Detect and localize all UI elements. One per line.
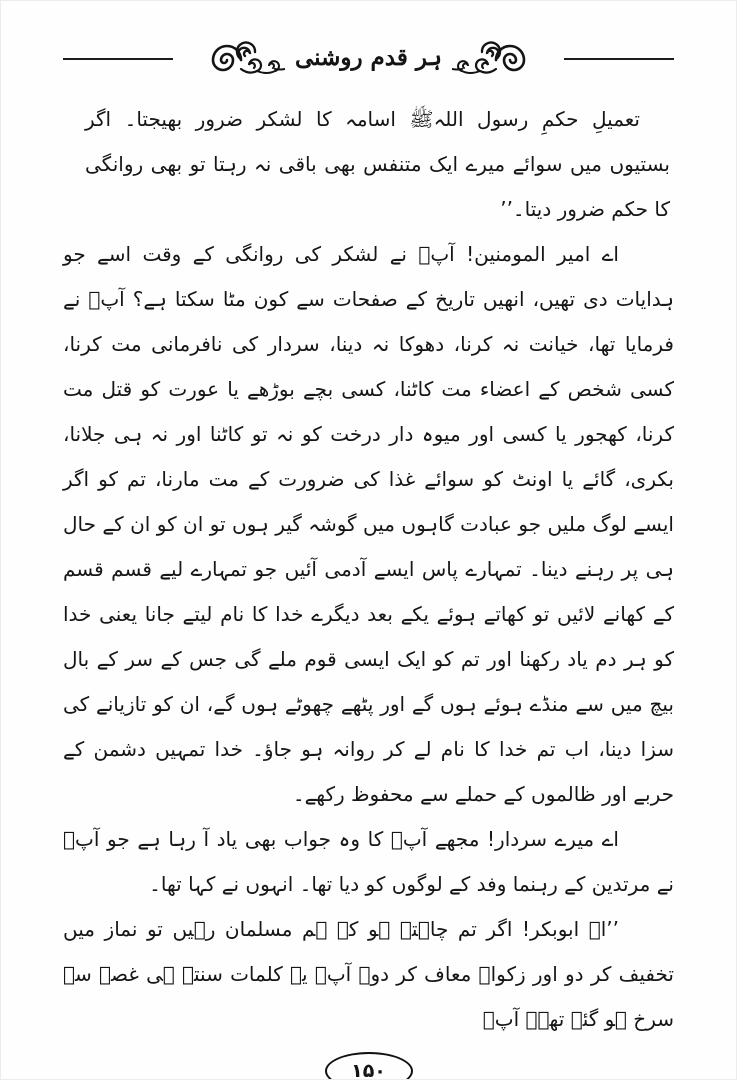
flourish-swirl-icon — [452, 35, 556, 81]
page-header — [1, 27, 736, 89]
paragraph: اے میرے سردار! مجھے آپؓ کا وہ جواب بھی یاد آ رہا ہے جو آپؓ نے مرتدین کے رہنما وفد کے لوگوں کو دیا تھا۔ انہوں نے کہا تھا۔ — [63, 827, 674, 896]
page-number: ۱۵۰ — [351, 1059, 386, 1080]
page-body — [63, 97, 674, 1042]
paragraph: اے امیر المومنین! آپؓ نے لشکر کی روانگی کے وقت اسے جو ہدایات دی تھیں، انھیں تاریخ کے صفحات سے کون مٹا سکتا ہے؟ آپؓ نے فرمایا تھا، خیانت نہ کرنا، دھوکا نہ دینا، سردار کی نافرمانی مت کرنا، کسی شخص کے اعضاء مت کاٹنا، کسی بچے بوڑھے یا عورت کو قتل مت کرنا، کھجور یا کسی اور میوہ دار درخت کو نہ تو کاٹنا اور نہ ہی جلانا، بکری، گائے یا اونٹ کو سوائے غذا کی ضرورت کے مت مارنا، تم کو اگر ایسے لوگ ملیں جو عبادت گاہوں میں گوشہ گیر ہوں تو ان کو ان کے حال ہی پر رہنے دینا۔ تمہارے پاس ایسے آدمی آئیں جو تمہارے لیے قسم قسم کے کھانے لائیں تو کھاتے ہوئے یکے بعد دیگرے خدا کا نام لیتے جانا یعنی خدا کو ہر دم یاد رکھنا اور تم کو ایک ایسی قوم ملے گی جس کے سر کے بال بیچ میں سے منڈے ہوئے ہوں گے اور پٹھے چھوٹے ہوں گے، ان کو تازیانے کی سزا دینا، اب تم خدا کا نام لے کر روانہ ہو جاؤ۔ خدا تمہیں دشمن کے حربے اور ظالموں کے حملے سے محفوظ رکھے۔ — [63, 242, 674, 806]
book-title: ہر قدم روشنی — [294, 44, 443, 71]
header-ornament — [173, 35, 564, 81]
page-number-badge — [325, 1052, 413, 1080]
flourish-swirl-icon — [181, 35, 285, 81]
page-footer — [1, 1052, 736, 1080]
paragraph-quote-start: ’’اے ابوبکر! اگر تم چاہتے ہو کہ ہم مسلمان رہیں تو نماز میں تخفیف کر دو اور زکواۃ معاف کر دو۔ آپؓ یہ کلمات سنتے ہی غصے سے سرخ ہو گئے تھے۔ آپؓ — [63, 917, 674, 1031]
paragraph-quote-end: تعمیلِ حکمِ رسول اللہﷺ اسامہ کا لشکر ضرور بھیجتا۔ اگر بستیوں میں سوائے میرے ایک متنفس بھی باقی نہ رہتا تو بھی روانگی کا حکم ضرور دیتا۔’’ — [85, 107, 670, 221]
